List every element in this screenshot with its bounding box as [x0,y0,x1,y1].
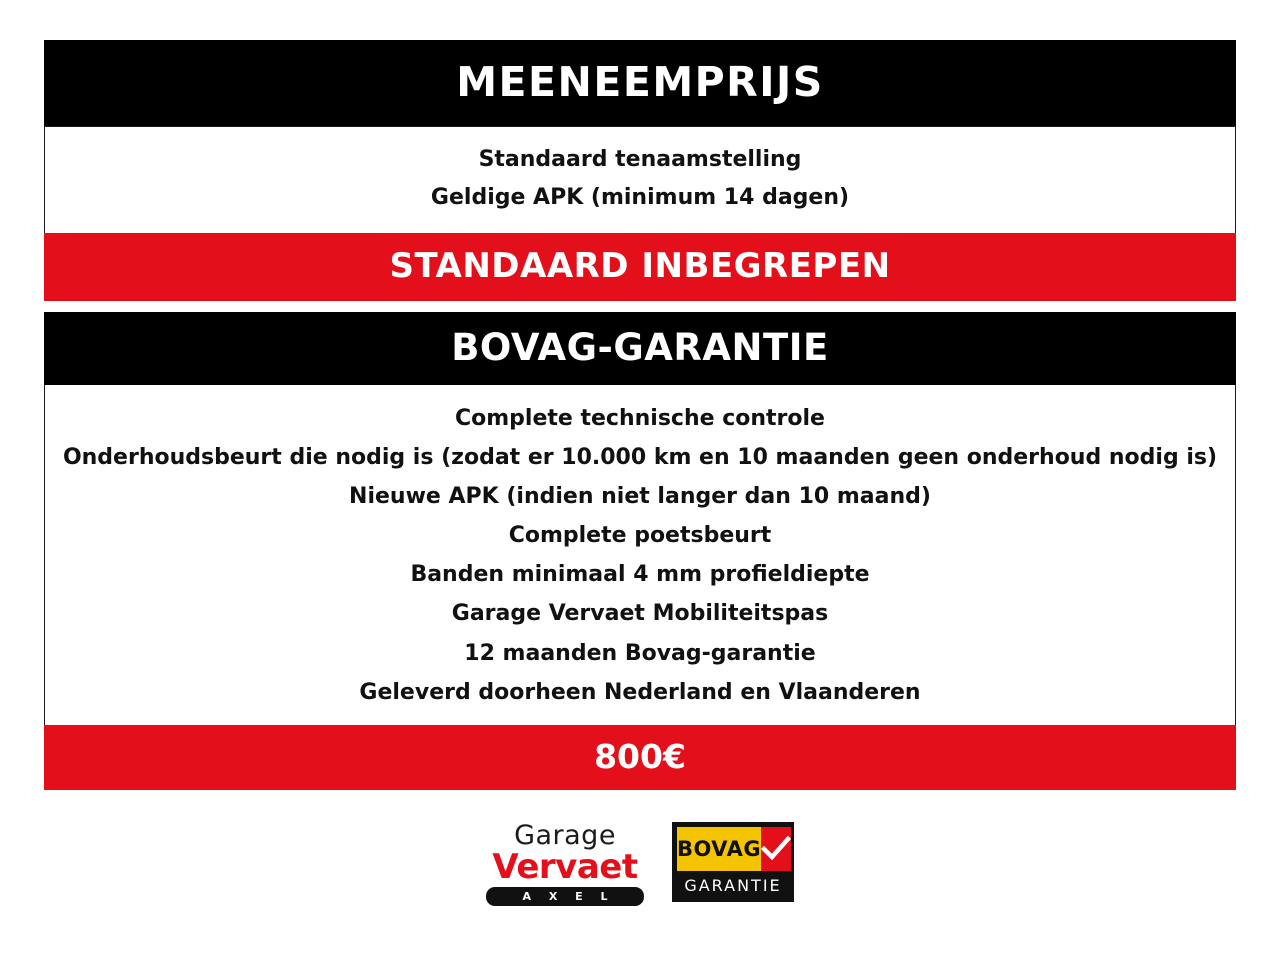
logo-row [0,822,1280,906]
standard-condition-line: Standaard tenaamstelling [478,147,802,172]
section-divider [44,301,1236,312]
garage-vervaet-logo-location: A X E L [486,887,644,906]
sheet [44,40,1236,790]
list-item: Geleverd doorheen Nederland en Vlaanderen [359,679,921,705]
bovag-logo-top [677,827,789,871]
bovag-garantie-logo [672,822,794,902]
standard-conditions [44,126,1236,233]
garage-vervaet-logo [486,822,644,906]
garage-vervaet-logo-name: Vervaet [492,847,638,887]
checkmark-icon [761,827,791,871]
list-item: Banden minimaal 4 mm profieldiepte [410,562,870,588]
included-banner: STANDAARD INBEGREPEN [44,233,1236,301]
list-item: Nieuwe APK (indien niet langer dan 10 maand) [349,483,931,509]
bovag-logo-word: BOVAG [677,827,761,871]
list-item: 12 maanden Bovag-garantie [464,640,816,666]
list-item: Complete poetsbeurt [508,523,772,549]
standard-condition-line: Geldige APK (minimum 14 dagen) [430,184,850,210]
garage-vervaet-logo-garage: Garage [514,820,616,851]
list-item: Onderhoudsbeurt die nodig is (zodat er 10.000 km en 10 maanden geen onderhoud nodig is) [62,444,1218,470]
list-item: Garage Vervaet Mobiliteitspas [451,601,829,627]
warranty-list [44,385,1236,725]
list-item: Complete technische controle [455,405,825,431]
warranty-title: BOVAG-GARANTIE [44,312,1236,385]
price-banner: 800€ [44,725,1236,790]
bovag-logo-subtitle: GARANTIE [684,876,782,895]
page-title: MEENEEMPRIJS [44,40,1236,126]
